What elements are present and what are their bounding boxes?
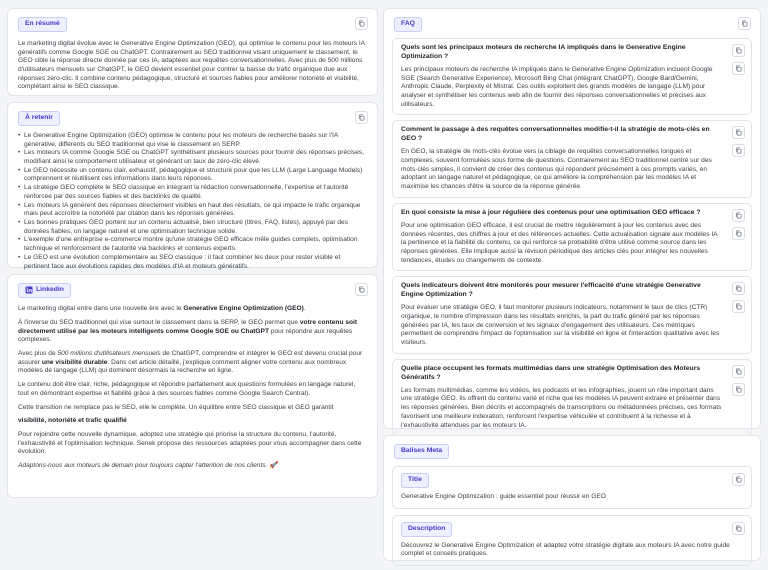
copy-icon (741, 20, 748, 27)
text-run: Avec plus de (18, 350, 58, 357)
linkedin-paragraph-3 (18, 350, 367, 376)
meta-description-badge: Description (401, 522, 452, 537)
meta-title-item (392, 466, 752, 509)
meta-title-badge: Title (401, 473, 429, 488)
text-run: À l'inverse du SEO traditionnel qui vise surtout le classement dans la SERP, le GEO permet que (18, 318, 300, 326)
faq-answer-copy-button[interactable] (732, 383, 745, 396)
faq-card (383, 8, 761, 429)
faq-question: Quels indicateurs doivent être monitorés pour mesurer l'efficacité d'une stratégie Generative Engine Optimization ? (401, 282, 701, 299)
copy-icon (735, 285, 742, 292)
faq-item (392, 276, 752, 353)
faq-question: Quelle place occupent les formats multimédias dans une stratégie Optimisation des Moteurs Génératifs ? (401, 364, 701, 381)
faq-item (392, 120, 752, 197)
key-points-copy-button[interactable] (355, 111, 368, 124)
list-item: • Le GEO est une évolution complémentaire au SEO classique : il faut combiner les deux pour rester visible et pertinent face aux évolutions rapides des modèles d'IA et moteurs génératifs. (18, 254, 367, 271)
copy-icon (735, 47, 742, 54)
linkedin-copy-button[interactable] (355, 283, 368, 296)
faq-item (392, 38, 752, 115)
bold-run: Generative Engine Optimization (GEO) (183, 305, 304, 313)
linkedin-paragraph-4: Le contenu doit être clair, riche, pédagogique et répondre parfaitement aux questions formulées en langage naturel, tout en démontrant expertise et fiabilité grâce à des sources fiables comme Google Search Central). (18, 381, 356, 397)
meta-badge: Balises Meta (394, 444, 449, 459)
copy-icon (735, 476, 742, 483)
summary-copy-button[interactable] (355, 17, 368, 30)
faq-answer: Pour évaluer une stratégie GEO, il faut monitorer plusieurs indicateurs, notamment le taux de clics (CTR) organique, le nombre d'impression dans les résultats enrichis, la part du trafic généré par les réponses générées par IA, les taux de conversion et les signaux d'engagement des utilisateurs. Ces métriques permettent de comprendre l'impact de l'optimisation sur la visibilité en ligne et l'interaction qualitative avec les visiteurs. (401, 304, 720, 347)
faq-answer: Pour une optimisation GEO efficace, il est crucial de mettre régulièrement à jour les contenus avec des données récentes, des chiffres à jour et des références actuelles. Cette actualisation signale aux modèles IA la pertinence et la fiabilité du contenu, ce qui renforce sa probabilité d'être utilisé comme source dans les réponses générées. Elle implique aussi la révision périodique des articles clés pour intégrer les nouvelles tendances, études ou changements de contexte. (401, 221, 718, 264)
faq-question: Quels sont les principaux moteurs de recherche IA impliqués dans le Generative Engine Optimization ? (401, 43, 686, 60)
bold-run: votre contenu soit directement utilisé par les moteurs intelligents comme Google SGE ou ChatGPT (18, 318, 358, 335)
faq-question: En quoi consiste la mise à jour régulière des contenus pour une optimisation GEO efficace ? (401, 208, 701, 216)
copy-icon (358, 114, 365, 121)
faq-question: Comment le passage à des requêtes conversationnelles modifie-t-il la stratégie de mots-clés en GEO ? (401, 126, 710, 143)
linkedin-paragraph-5: Cette transition ne remplace pas le SEO, elle le complète. Un équilibre entre SEO classique et GEO garantit (18, 403, 334, 411)
copy-icon (735, 147, 742, 154)
copy-icon (735, 129, 742, 136)
italic-run: 500 millions d'utilisateurs mensuels (57, 350, 161, 357)
faq-item (392, 203, 752, 271)
faq-answer: Les formats multimédias, comme les vidéos, les podcasts et les infographies, jouent un rôle important dans une stratégie GEO. Ils offrent du contenu varié et riche que les modèles IA peuvent extraire et présenter dans les réponses générées. Bien décrits et accompagnés de transcriptions ou métadonnées précises, ces formats favorisent une meilleure indexation, renforcent l'expertise véhiculée et contribuent à la richesse et à l'exhaustivité attendues par les moteurs IA. (401, 386, 722, 429)
linkedin-paragraph-6: visibilité, notoriété et trafic qualifié (18, 417, 127, 425)
meta-description-item (392, 515, 752, 566)
list-item: • L'exemple d'une entreprise e-commerce montre qu'une stratégie GEO efficace mêle guides complets, optimisation technique et renforcement de l'autorité via backlinks et contenus experts. (18, 236, 367, 253)
faq-answer: Les principaux moteurs de recherche IA impliqués dans le Generative Engine Optimization incluent Google SGE (Search Generative Experience), Microsoft Bing Chat (intégrant ChatGPT), Google Bard/Gemini, Anthropic Claude, Perplexity et Mistral. Ces outils exploitent des grands modèles de langage (LLM) pour analyser et synthétiser les contenus web afin de fournir des réponses conversationnelles et précises aux utilisateurs. (401, 65, 713, 108)
faq-answer-copy-button[interactable] (732, 62, 745, 75)
faq-question-copy-button[interactable] (732, 282, 745, 295)
list-item: • La stratégie GEO complète le SEO classique en intégrant la rédaction conversationnelle, l'expertise et l'autorité renforcée par des sources fiables et des backlinks de qualité. (18, 184, 367, 201)
meta-description-text: Découvrez le Generative Engine Optimization et adaptez votre stratégie digitale aux moteurs IA avec notre guide complet et conseils pratiques. (401, 541, 730, 558)
copy-icon (735, 525, 742, 532)
bold-run: une visibilité durable (41, 358, 108, 366)
list-item: • Les moteurs IA génèrent des réponses directement visibles en haut des résultats, ce qui impacte le trafic organique mais peut accroître la notoriété par citation dans les réponses générées. (18, 202, 367, 219)
list-item: • Le Generative Engine Optimization (GEO) optimise le contenu pour les moteurs de recherche basés sur l'IA générative, différents du SEO traditionnel qui vise le classement en SERP. (18, 132, 367, 149)
linkedin-badge (18, 283, 71, 298)
linkedin-paragraph-1 (18, 305, 367, 314)
text-run: pour répondre aux requêtes complexes. (18, 327, 353, 344)
faq-question-copy-button[interactable] (732, 209, 745, 222)
text-run: . (303, 305, 306, 313)
faq-badge: FAQ (394, 17, 422, 32)
faq-answer: En GEO, la stratégie de mots-clés évolue vers la ciblage de requêtes conversationnelles longues et complexes, souvent formulées sous forme de questions. Contrairement au SEO traditionnel centré sur des mots-clés simples, il convient de créer des contenus qui répondent précisément à ces prompts variés, en adoptant un langage naturel et pédagogique, ce qui améliore la compréhension par les modèles IA et maximise les chances d'être la source de la réponse générée. (401, 148, 712, 191)
linkedin-paragraph-8: Adaptons-nous aux moteurs de demain pour toujours capter l'attention de nos clients. 🚀 (18, 462, 278, 470)
meta-tags-card (383, 435, 761, 561)
right-column (383, 8, 761, 567)
faq-answer-copy-button[interactable] (732, 227, 745, 240)
faq-copy-button[interactable] (738, 17, 751, 30)
list-item: • Le GEO nécessite un contenu clair, exhaustif, pédagogique et structuré pour que les LLM (Large Language Models) comprennent et réutilisent ces informations dans leurs réponses. (18, 167, 367, 184)
meta-description-copy-button[interactable] (732, 522, 745, 535)
summary-badge: En résumé (18, 17, 67, 32)
left-column (7, 8, 378, 504)
copy-icon (735, 303, 742, 310)
key-points-card (7, 102, 378, 268)
copy-icon (358, 286, 365, 293)
list-item: • Les bonnes pratiques GEO portent sur un contenu actualisé, bien structuré (titres, FAQ, listes), appuyé par des données fiables, un langage naturel et une optimisation technique solide. (18, 219, 367, 236)
summary-text: Le marketing digital évolue avec le Generative Engine Optimization (GEO), qui optimise le contenu pour les moteurs IA génératifs comme Google SGE ou ChatGPT. Contrairement au SEO traditionnel visant uniquement le classement, le GEO cible la réponse directe donnée par ces IA, adaptées aux requêtes conversationnelles. Avec plus de 500 millions d'utilisateurs mensuels sur ChatGPT, le GEO devient essentiel pour contrer la baisse du trafic organique due aux réponses zéro-clic. Il combine contenu pédagogique, structuré et sources fiables pour améliorer notoriété et visibilité, complétant ainsi le SEO classique. (18, 39, 365, 91)
linkedin-badge-label: Linkedin (36, 286, 64, 293)
meta-title-copy-button[interactable] (732, 473, 745, 486)
faq-item (392, 359, 752, 436)
copy-icon (735, 368, 742, 375)
summary-card (7, 8, 378, 96)
meta-title-text: Generative Engine Optimization : guide essentiel pour réussir en GEO (401, 492, 606, 500)
faq-question-copy-button[interactable] (732, 44, 745, 57)
linkedin-paragraph-2 (18, 319, 367, 345)
faq-question-copy-button[interactable] (732, 126, 745, 139)
copy-icon (735, 65, 742, 72)
linkedin-paragraph-7: Pour rejoindre cette nouvelle dynamique, adoptez une stratégie qui priorise la structure du contenu, l'autorité, l'exhaustivité et l'optimisation technique. Senek propose des ressources adaptées pour vous accompagner dans cette évolution. (18, 430, 362, 456)
key-points-badge: À retenir (18, 111, 60, 126)
faq-answer-copy-button[interactable] (732, 144, 745, 157)
linkedin-card (7, 274, 378, 498)
faq-question-copy-button[interactable] (732, 365, 745, 378)
list-item: • Les moteurs IA comme Google SGE ou ChatGPT synthétisent plusieurs sources pour fournir des réponses précises, modifiant ainsi le comportement utilisateur et générant un taux de zéro-clic élevé. (18, 149, 367, 166)
copy-icon (358, 20, 365, 27)
text-run: . Dans cet article détaillé, j'explique comment aligner votre contenu aux nombreux modèles de langage (LLM) qui dominent désormais la recherche en ligne. (18, 358, 347, 375)
text-run: Le marketing digital entre dans une nouvelle ère avec le (18, 305, 184, 313)
linkedin-icon (25, 286, 33, 294)
copy-icon (735, 230, 742, 237)
meta-header (384, 444, 760, 466)
text-run: de ChatGPT, comprendre et intégrer le GEO est devenu crucial pour assurer (18, 350, 363, 366)
faq-header (384, 17, 760, 38)
copy-icon (735, 212, 742, 219)
faq-answer-copy-button[interactable] (732, 300, 745, 313)
key-points-list (18, 132, 367, 271)
copy-icon (735, 386, 742, 393)
